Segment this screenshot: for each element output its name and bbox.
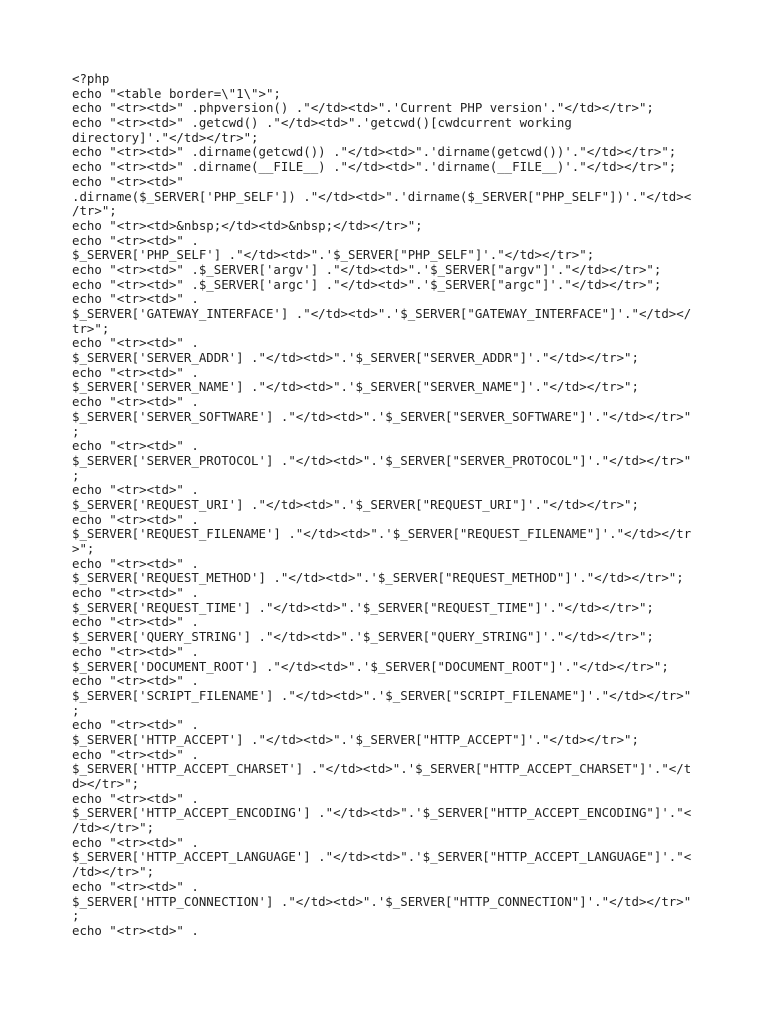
code-line: echo "<tr><td>" [72, 173, 184, 189]
code-line: /td></tr>"; [72, 864, 155, 880]
code-line: echo "<tr><td>&nbsp;</td><td>&nbsp;</td></tr>"; [72, 217, 423, 233]
code-line: $_SERVER['REQUEST_URI'] ."</td><td>".'$_SERVER["REQUEST_URI"]'."</td></tr>"; [72, 496, 639, 512]
code-line: echo "<tr><td>" . [72, 394, 199, 410]
code-line: echo "<tr><td>" . [72, 717, 199, 733]
code-line: $_SERVER['HTTP_ACCEPT_LANGUAGE'] ."</td><td>".'$_SERVER["HTTP_ACCEPT_LANGUAGE"]'."< [72, 849, 692, 865]
code-line: $_SERVER['PHP_SELF'] ."</td><td>".'$_SERVER["PHP_SELF"]'."</td></tr>"; [72, 247, 595, 263]
code-line: $_SERVER['SERVER_NAME'] ."</td><td>".'$_SERVER["SERVER_NAME"]'."</td></tr>"; [72, 379, 639, 395]
code-line: $_SERVER['REQUEST_TIME'] ."</td><td>".'$_SERVER["REQUEST_TIME"]'."</td></tr>"; [72, 599, 654, 615]
code-line: /td></tr>"; [72, 820, 155, 836]
code-line: echo "<tr><td>" . [72, 643, 199, 659]
code-line: $_SERVER['REQUEST_FILENAME'] ."</td><td>".'$_SERVER["REQUEST_FILENAME"]'."</td></tr [72, 526, 692, 542]
code-line: ; [72, 908, 80, 924]
php-code-block [72, 72, 712, 939]
code-line: echo "<tr><td>" . [72, 614, 199, 630]
code-line: $_SERVER['HTTP_CONNECTION'] ."</td><td>".'$_SERVER["HTTP_CONNECTION"]'."</td></tr>" [72, 893, 692, 909]
code-line: echo "<tr><td>" . [72, 834, 199, 850]
code-line: $_SERVER['REQUEST_METHOD'] ."</td><td>".'$_SERVER["REQUEST_METHOD"]'."</td></tr>"; [72, 570, 684, 586]
code-line: echo "<tr><td>" . [72, 511, 199, 527]
code-line: echo "<tr><td>" . [72, 922, 199, 938]
code-line: $_SERVER['GATEWAY_INTERFACE'] ."</td><td>".'$_SERVER["GATEWAY_INTERFACE"]'."</td></ [72, 306, 692, 321]
code-line: echo "<tr><td>" .$_SERVER['argc'] ."</td><td>".'$_SERVER["argc"]'."</td></tr>"; [72, 276, 662, 292]
code-line: echo "<tr><td>" . [72, 555, 199, 571]
code-line: ; [72, 467, 80, 483]
code-line: <?php [72, 71, 110, 86]
code-line: echo "<tr><td>" .getcwd() ."</td><td>".'getcwd()[cwdcurrent working [72, 115, 572, 131]
code-line: ; [72, 423, 80, 439]
code-line: >"; [72, 541, 95, 556]
code-line: echo "<tr><td>" . [72, 790, 199, 806]
code-line: $_SERVER['QUERY_STRING'] ."</td><td>".'$_SERVER["QUERY_STRING"]'."</td></tr>"; [72, 629, 654, 645]
code-line: d></tr>"; [72, 776, 140, 791]
code-line: echo "<tr><td>" . [72, 482, 199, 498]
code-line: $_SERVER['HTTP_ACCEPT_CHARSET'] ."</td><td>".'$_SERVER["HTTP_ACCEPT_CHARSET"]'."</t [72, 761, 692, 777]
code-line: echo "<tr><td>" . [72, 364, 199, 380]
code-line: echo "<tr><td>" . [72, 335, 199, 351]
code-line: $_SERVER['SERVER_ADDR'] ."</td><td>".'$_SERVER["SERVER_ADDR"]'."</td></tr>"; [72, 350, 639, 366]
code-line: echo "<tr><td>" . [72, 746, 199, 762]
code-line: echo "<tr><td>" . [72, 878, 199, 894]
code-line: $_SERVER['DOCUMENT_ROOT'] ."</td><td>".'$_SERVER["DOCUMENT_ROOT"]'."</td></tr>"; [72, 658, 669, 674]
code-line: $_SERVER['SERVER_PROTOCOL'] ."</td><td>".'$_SERVER["SERVER_PROTOCOL"]'."</td></tr>" [72, 452, 692, 468]
code-line: ; [72, 702, 80, 718]
code-line: tr>"; [72, 320, 110, 336]
code-line: echo "<tr><td>" . [72, 438, 199, 454]
code-line: echo "<tr><td>" .dirname(__FILE__) ."</td><td>".'dirname(__FILE__)'."</td></tr>"; [72, 159, 677, 175]
code-line: directory]'."</td></tr>"; [72, 129, 259, 145]
code-line: echo "<tr><td>" . [72, 232, 199, 248]
code-line: echo "<table border=\"1\">"; [72, 85, 281, 101]
code-line: $_SERVER['HTTP_ACCEPT'] ."</td><td>".'$_SERVER["HTTP_ACCEPT"]'."</td></tr>"; [72, 731, 639, 747]
code-line: echo "<tr><td>" .dirname(getcwd()) ."</td><td>".'dirname(getcwd())'."</td></tr>"; [72, 144, 677, 160]
code-line: echo "<tr><td>" .phpversion() ."</td><td>".'Current PHP version'."</td></tr>"; [72, 100, 654, 116]
code-line: $_SERVER['SCRIPT_FILENAME'] ."</td><td>".'$_SERVER["SCRIPT_FILENAME"]'."</td></tr>" [72, 687, 692, 703]
code-line: echo "<tr><td>" .$_SERVER['argv'] ."</td><td>".'$_SERVER["argv"]'."</td></tr>"; [72, 261, 662, 277]
code-line: $_SERVER['HTTP_ACCEPT_ENCODING'] ."</td><td>".'$_SERVER["HTTP_ACCEPT_ENCODING"]'."< [72, 805, 692, 821]
code-line: /tr>"; [72, 203, 117, 219]
code-line: .dirname($_SERVER['PHP_SELF']) ."</td><td>".'dirname($_SERVER["PHP_SELF"])'."</td>< [72, 188, 692, 204]
code-line: echo "<tr><td>" . [72, 585, 199, 601]
code-line: echo "<tr><td>" . [72, 673, 199, 689]
code-line: $_SERVER['SERVER_SOFTWARE'] ."</td><td>".'$_SERVER["SERVER_SOFTWARE"]'."</td></tr>" [72, 408, 692, 424]
code-line: echo "<tr><td>" . [72, 291, 199, 307]
